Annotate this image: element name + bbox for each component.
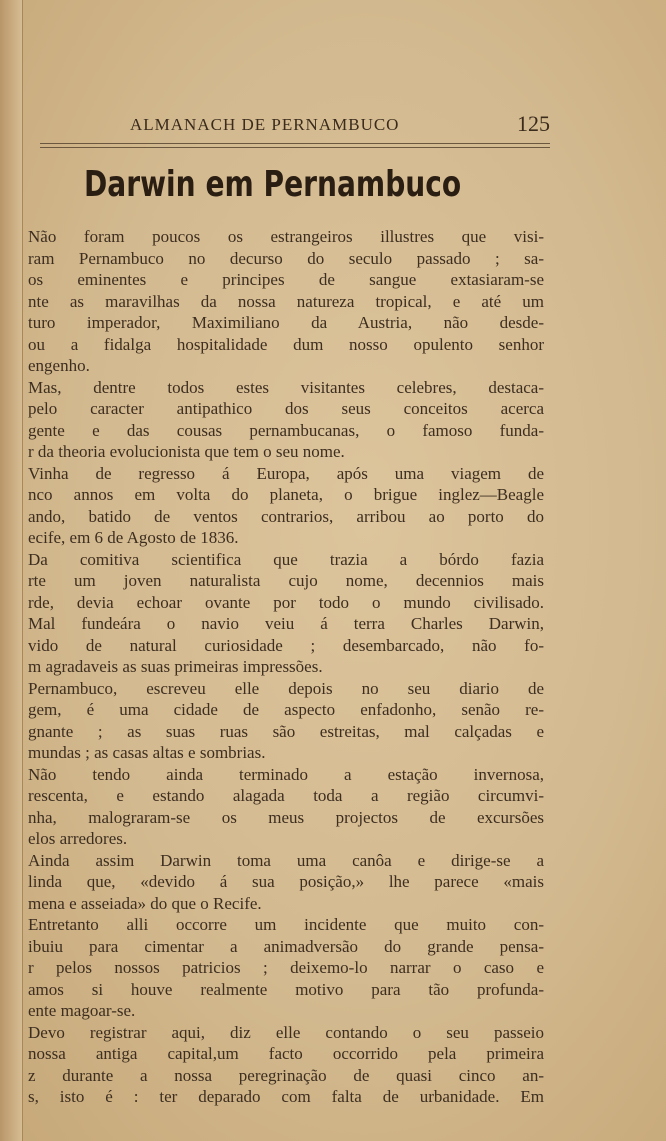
text-line: ando, batido de ventos contrarios, arribou ao porto do xyxy=(28,506,544,526)
text-line: ram Pernambuco no decurso do seculo passado ; sa- xyxy=(28,248,544,268)
text-line: Não foram poucos os estrangeiros illustres que visi- xyxy=(28,227,544,246)
text-line: nte as maravilhas da nossa natureza tropical, e até um xyxy=(28,291,544,311)
header-rule xyxy=(40,143,550,148)
text-line: r da theoria evolucionista que tem o seu nome. xyxy=(28,442,345,461)
text-line: r pelos nossos patricios ; deixemo-lo narrar o caso e xyxy=(28,958,544,977)
text-line: z durante a nossa peregrinação de quasi cinco an- xyxy=(28,1065,544,1085)
text-line: Pernambuco, escreveu elle depois no seu diario de xyxy=(28,678,544,698)
text-line: gem, é uma cidade de aspecto enfadonho, senão re- xyxy=(28,700,544,719)
text-line: turo imperador, Maximiliano da Austria, não desde- xyxy=(28,313,544,332)
text-line: Mas, dentre todos estes visitantes celebres, destaca- xyxy=(28,377,544,397)
text-line: rde, devia echoar ovante por todo o mundo civilisado. xyxy=(28,592,544,612)
page-binding-edge xyxy=(0,0,23,1141)
article-title: Darwin em Pernambuco xyxy=(84,164,462,205)
text-line: Vinha de regresso á Europa, após uma viagem de xyxy=(28,463,544,483)
text-line: nco annos em volta do planeta, o brigue inglez—Beagle xyxy=(28,485,544,504)
article-body xyxy=(28,226,544,1108)
text-line: m agradaveis as suas primeiras impressões. xyxy=(28,657,323,676)
text-line: pelo caracter antipathico dos seus conceitos acerca xyxy=(28,399,544,418)
text-line: ibuiu para cimentar a animadversão do grande pensa- xyxy=(28,936,544,956)
text-line: amos si houve realmente motivo para tão profunda- xyxy=(28,979,544,999)
text-line: Entretanto alli occorre um incidente que muito con- xyxy=(28,915,544,934)
text-line: gente e das cousas pernambucanas, o famoso funda- xyxy=(28,420,544,440)
text-line: mena e asseiada» do que o Recife. xyxy=(28,893,262,913)
text-line: ente magoar-se. xyxy=(28,1001,136,1020)
text-line: Devo registrar aqui, diz elle contando o seu passeio xyxy=(28,1022,544,1042)
text-line: Ainda assim Darwin toma uma canôa e dirige-se a xyxy=(28,850,544,870)
text-line: nossa antiga capital,um facto occorrido pela primeira xyxy=(28,1044,544,1063)
text-line: rescenta, e estando alagada toda a região circumvi- xyxy=(28,786,544,805)
text-line: nha, malograram-se os meus projectos de excursões xyxy=(28,807,544,827)
text-line: mundas ; as casas altas e sombrias. xyxy=(28,743,266,762)
text-line: gnante ; as suas ruas são estreitas, mal calçadas e xyxy=(28,721,544,741)
text-line: ou a fidalga hospitalidade dum nosso opulento senhor xyxy=(28,334,544,354)
text-line: elos arredores. xyxy=(28,829,128,848)
text-line: ecife, em 6 de Agosto de 1836. xyxy=(28,528,239,547)
text-line: s, isto é : ter deparado com falta de urbanidade. Em xyxy=(28,1087,544,1106)
page-number: 125 xyxy=(517,111,550,136)
text-line: vido de natural curiosidade ; desembarcado, não fo- xyxy=(28,635,544,655)
text-line: engenho. xyxy=(28,356,90,375)
text-line: Não tendo ainda terminado a estação invernosa, xyxy=(28,764,544,784)
running-title: ALMANACH DE PERNAMBUCO xyxy=(130,115,400,134)
text-line: linda que, «devido á sua posição,» lhe parece «mais xyxy=(28,872,544,891)
text-line: rte um joven naturalista cujo nome, decennios mais xyxy=(28,571,544,590)
text-line: Da comitiva scientifica que trazia a bórdo fazia xyxy=(28,549,544,569)
text-line: Mal fundeára o navio veiu á terra Charles Darwin, xyxy=(28,614,544,633)
page-header xyxy=(130,111,550,141)
text-line: os eminentes e principes de sangue extasiaram-se xyxy=(28,270,544,289)
